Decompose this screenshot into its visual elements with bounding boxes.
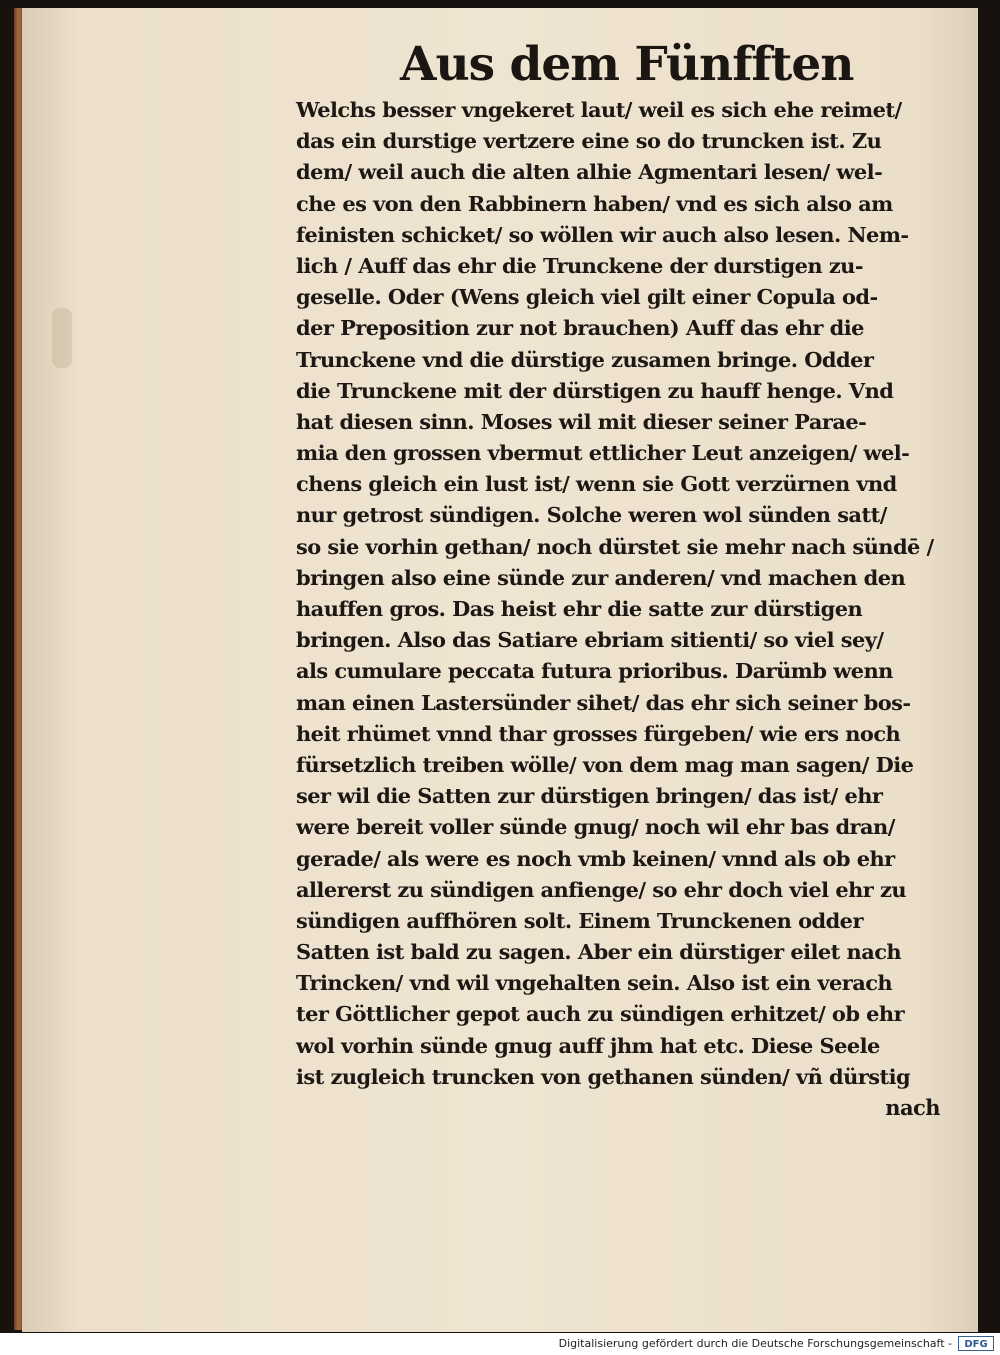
text-line: bringen also eine sünde zur anderen/ vnd machen den — [296, 564, 906, 590]
text-line: heit rhümet vnnd thar grosses fürgeben/ wie ers noch — [296, 720, 901, 746]
text-line: sündigen auffhören solt. Einem Trunckenen odder — [296, 907, 863, 933]
text-line: hat diesen sinn. Moses wil mit dieser seiner Parae- — [296, 408, 867, 434]
footer-bar — [0, 1333, 1000, 1355]
text-line: ter Göttlicher gepot auch zu sündigen erhitzet/ ob ehr — [296, 1001, 905, 1027]
body-text — [296, 94, 946, 1123]
text-line: were bereit voller sünde gnug/ noch wil ehr bas dran/ — [296, 814, 895, 840]
text-line: nur getrost sündigen. Solche weren wol sünden satt/ — [296, 502, 887, 528]
paper-stain — [52, 308, 72, 368]
text-line: Trunckene vnd die dürstige zusamen bringe. Odder — [296, 346, 874, 372]
text-line: mia den grossen vbermut ettlicher Leut anzeigen/ wel- — [296, 440, 910, 466]
text-line: geselle. Oder (Wens gleich viel gilt einer Copula od- — [296, 284, 878, 310]
dfg-logo-icon: DFG — [958, 1336, 994, 1351]
text-line: die Trunckene mit der dürstigen zu hauff henge. Vnd — [296, 377, 894, 403]
text-line: so sie vorhin gethan/ noch dürstet sie mehr nach sündē / — [296, 533, 934, 559]
text-line: lich / Auff das ehr die Trunckene der durstigen zu- — [296, 252, 863, 278]
text-line: Trincken/ vnd wil vngehalten sein. Also ist ein verach — [296, 970, 893, 996]
text-line: allererst zu sündigen anfienge/ so ehr doch viel ehr zu — [296, 876, 907, 902]
text-line: gerade/ als were es noch vmb keinen/ vnnd als ob ehr — [296, 845, 895, 871]
funding-credit: Digitalisierung gefördert durch die Deutsche Forschungsgemeinschaft - — [558, 1337, 952, 1350]
text-line: fürsetzlich treiben wölle/ von dem mag man sagen/ Die — [296, 751, 914, 777]
text-line: Satten ist bald zu sagen. Aber ein dürstiger eilet nach — [296, 939, 902, 965]
text-line: bringen. Also das Satiare ebriam sitienti/ so viel sey/ — [296, 627, 884, 653]
catchword: nach — [885, 1095, 940, 1120]
text-line: der Preposition zur not brauchen) Auff das ehr die — [296, 315, 864, 341]
text-line: als cumulare peccata futura prioribus. Darümb wenn — [296, 658, 893, 684]
text-line: ser wil die Satten zur dürstigen bringen/ das ist/ ehr — [296, 783, 883, 809]
text-line: feinisten schicket/ so wöllen wir auch also lesen. Nem- — [296, 221, 909, 247]
text-line: chens gleich ein lust ist/ wenn sie Gott verzürnen vnd — [296, 471, 897, 497]
text-line: Welchs besser vngekeret laut/ weil es sich ehe reimet/ — [296, 97, 902, 122]
text-line: dem/ weil auch die alten alhie Agmentari lesen/ wel- — [296, 159, 883, 185]
text-line: hauffen gros. Das heist ehr die satte zur dürstigen — [296, 596, 863, 621]
text-line: wol vorhin sünde gnug auff jhm hat etc. Diese Seele — [296, 1032, 880, 1058]
text-line: ist zugleich truncken von gethanen sünden/ vñ dürstig — [296, 1063, 911, 1089]
running-head: Aus dem Fünfften — [400, 37, 854, 92]
text-line: das ein durstige vertzere eine so do truncken ist. Zu — [296, 128, 882, 154]
page-edge — [14, 8, 22, 1330]
text-line: man einen Lastersünder sihet/ das ehr sich seiner bos- — [296, 689, 911, 715]
text-line: che es von den Rabbinern haben/ vnd es sich also am — [296, 190, 893, 216]
